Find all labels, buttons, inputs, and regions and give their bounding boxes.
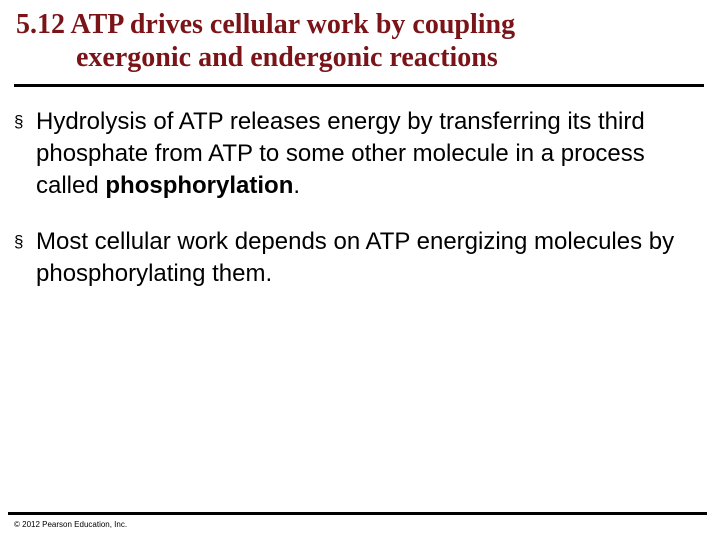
bullet-marker-icon: § [14, 232, 24, 251]
slide-title [16, 8, 706, 74]
bullet-list [14, 106, 704, 314]
bullet-text [36, 108, 645, 199]
bullet-marker-icon: § [14, 112, 24, 131]
bullet-text-body: Hydrolysis of ATP releases energy by transferring its third phosphate from ATP to some other molecule in a process called [36, 108, 645, 199]
bullet-term-phosphorylation: phosphorylation [105, 172, 294, 199]
bullet-item-cellular-work [14, 226, 704, 290]
title-divider [14, 84, 704, 87]
bullet-item-hydrolysis [14, 106, 704, 202]
bullet-text [36, 228, 674, 287]
bullet-text-body: Most cellular work depends on ATP energizing molecules by phosphorylating them. [36, 228, 675, 287]
slide-title-line-1: 5.12 ATP drives cellular work by coupling [16, 9, 516, 40]
bullet-text-end: . [293, 172, 301, 199]
slide-title-line-2: exergonic and endergonic reactions [76, 42, 498, 73]
copyright-notice: © 2012 Pearson Education, Inc. [14, 520, 128, 529]
footer-divider [8, 512, 707, 515]
